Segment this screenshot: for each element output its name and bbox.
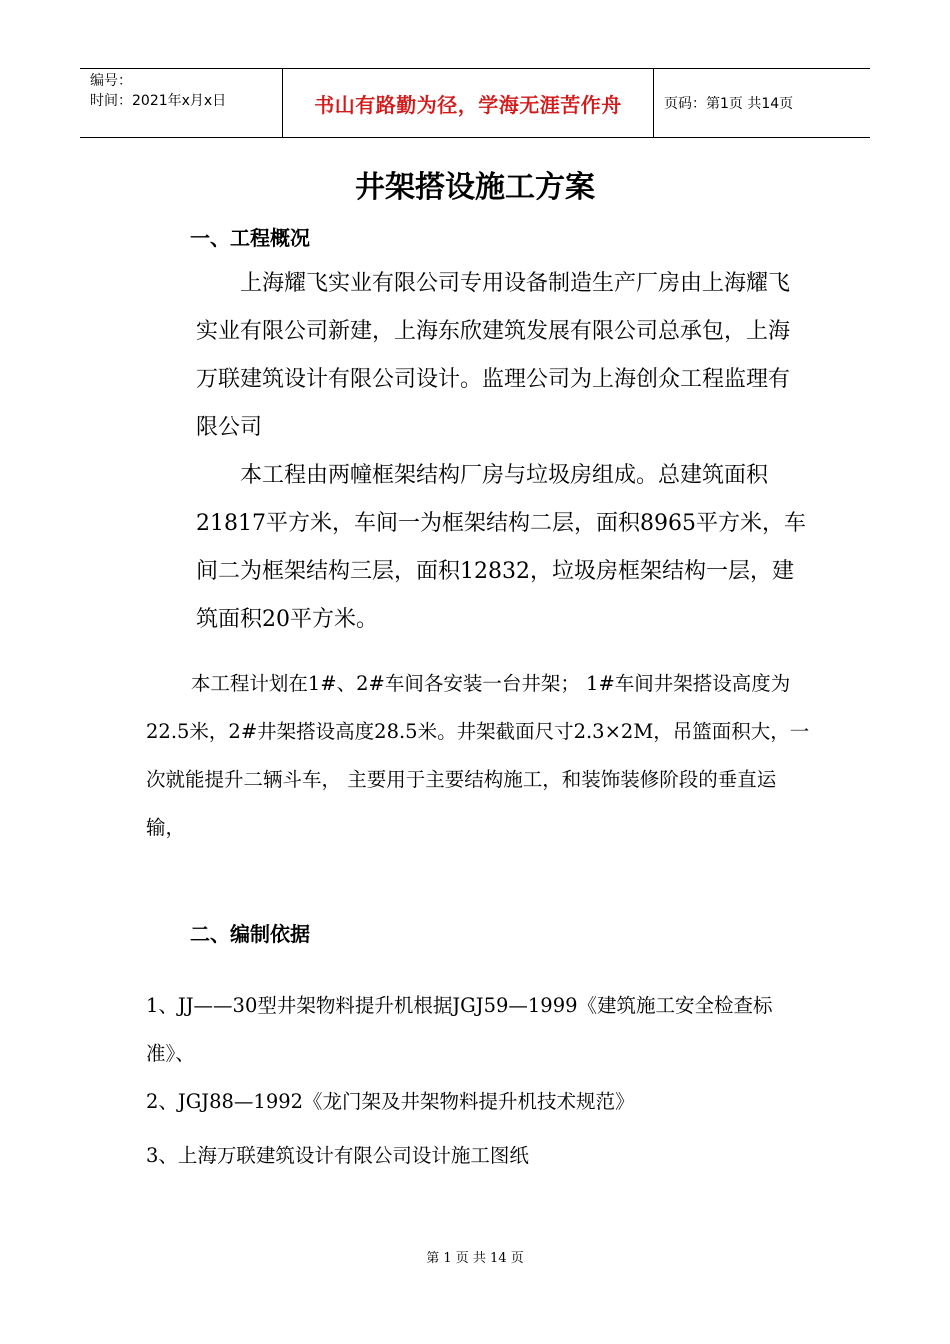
basis-item: 1、JJ——30型井架物料提升机根据JGJ59—1999《建筑施工安全检查标准》、	[146, 994, 773, 1065]
overview-paragraph: 本工程由两幢框架结构厂房与垃圾房组成。总建筑面积21817平方米，车间一为框架结构二层，面积8965平方米，车间二为框架结构三层，面积12832，垃圾房框架结构一层，建筑面积20平方米。	[196, 463, 806, 632]
header-meta	[80, 69, 282, 137]
header-page-cell	[654, 69, 870, 137]
header-motto: 书山有路勤为径，学海无涯苦作舟	[314, 92, 622, 117]
document-title: 井架搭设施工方案	[355, 170, 595, 205]
overview-paragraph: 上海耀飞实业有限公司专用设备制造生产厂房由上海耀飞实业有限公司新建，上海东欣建筑发展有限公司总承包，上海万联建筑设计有限公司设计。监理公司为上海创众工程监理有限公司	[196, 271, 791, 440]
section-heading-overview: 一、工程概况	[190, 226, 310, 250]
page-footer: 第 1 页 共 14 页	[426, 1251, 524, 1266]
basis-item: 3、上海万联建筑设计有限公司设计施工图纸	[146, 1144, 529, 1167]
header-page-info: 页码：第1页 共14页	[664, 96, 794, 112]
header-motto-cell	[282, 69, 654, 137]
document-number-label: 编号：	[90, 73, 132, 89]
header-table	[80, 68, 870, 138]
section-heading-basis: 二、编制依据	[190, 922, 310, 946]
overview-paragraph-well-frame	[146, 660, 810, 852]
overview-paragraph: 本工程计划在1#、2#车间各安装一台井架； 1#车间井架搭设高度为22.5米，2#井架搭设高度28.5米。井架截面尺寸2.3×2M，吊篮面积大，一次就能提升二辆斗车， 主要用于主要结构施工，和装饰装修阶段的垂直运输，	[146, 672, 810, 839]
basis-item: 2、JGJ88—1992《龙门架及井架物料提升机技术规范》	[146, 1090, 635, 1113]
overview-paragraphs	[196, 260, 808, 644]
document-time-label: 时间：2021年x月x日	[90, 93, 227, 109]
